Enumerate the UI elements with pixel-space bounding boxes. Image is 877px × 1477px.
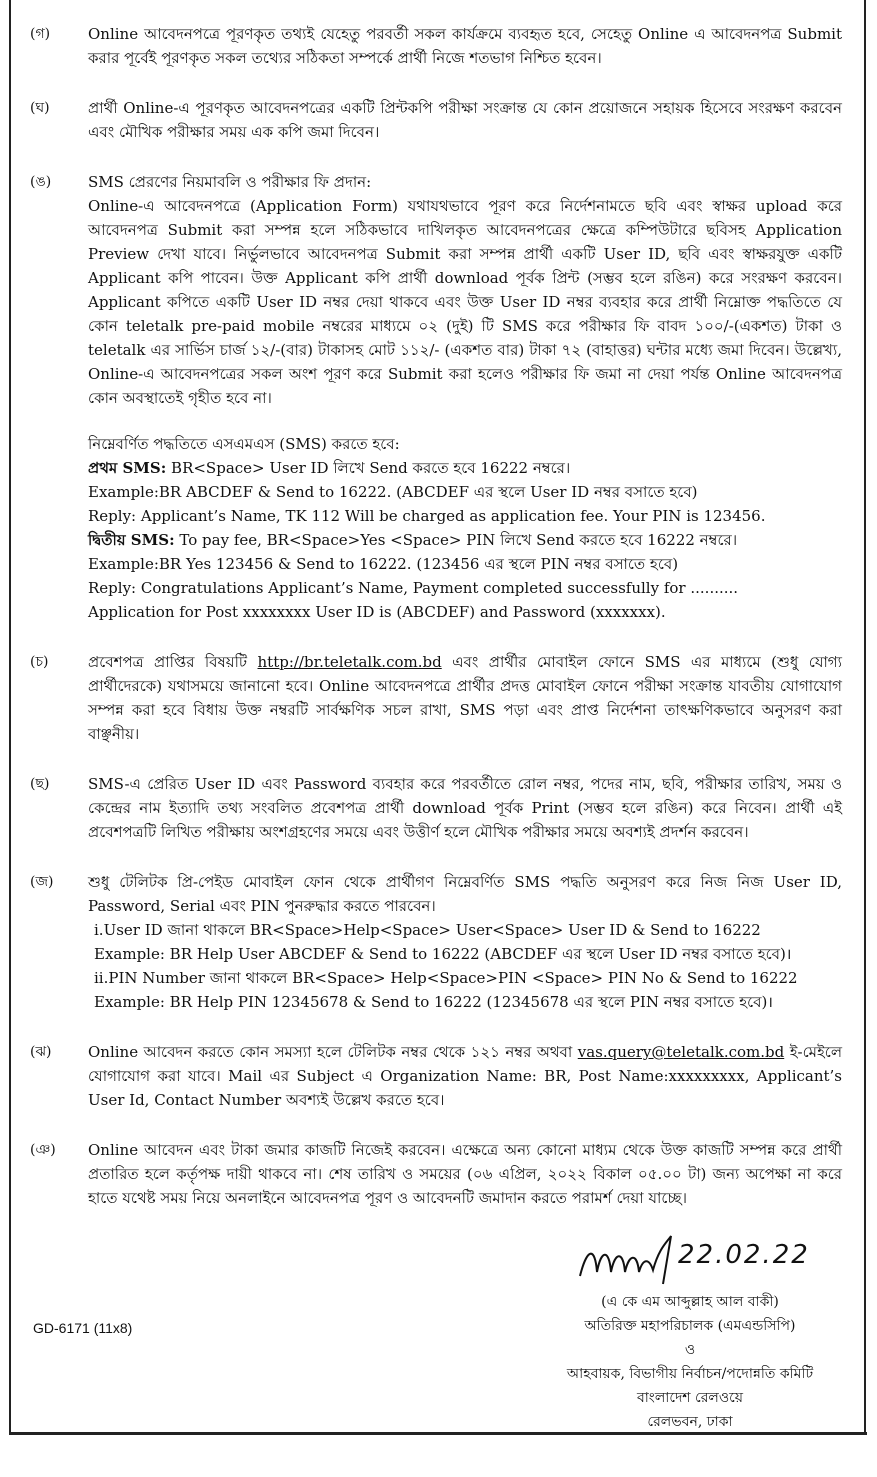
first-sms-line [88, 456, 842, 480]
signatory-org: বাংলাদেশ রেলওয়ে [636, 1390, 744, 1406]
clause-marker: (ঞ) [30, 1142, 56, 1158]
clause-text-before: Online আবেদন করতে কোন সমস্যা হলে টেলিটক নম্বর থেকে ১২১ নম্বর অথবা [88, 1043, 578, 1061]
clause-text-after: ই-মেইলে যোগাযোগ করা যাবে। Mail এর Subject এ Organization Name: BR, Post Name:xxxxxxxxx, Applicant’s User Id, Contact Number অবশ্যই উল্লেখ করতে হবে। [88, 1043, 842, 1109]
teletalk-link[interactable]: http://br.teletalk.com.bd [257, 653, 442, 671]
clause-marker: (জ) [30, 874, 54, 890]
clause-text [88, 650, 842, 746]
recovery-line-1: i.User ID জানা থাকলে BR<Space>Help<Space> User<Space> User ID & Send to 16222 [94, 921, 761, 939]
clause-marker: (চ) [30, 654, 49, 670]
clause-chha [20, 772, 842, 844]
clause-text: শুধু টেলিটক প্রি-পেইড মোবাইল ফোন থেকে প্রার্থীগণ নিম্নেবর্ণিত SMS পদ্ধতি অনুসরণ করে নিজ নিজ User ID, Password, Serial এবং PIN পুনরুদ্ধার করতে পারবেন। [88, 873, 842, 915]
signatory-committee: আহবায়ক, বিভাগীয় নির্বাচন/পদোন্নতি কমিটি [566, 1366, 814, 1382]
clause-marker: (ঘ) [30, 100, 50, 116]
second-sms-line [88, 528, 842, 552]
clause-ja [20, 870, 842, 1014]
clause-text: প্রার্থী Online-এ পূরণকৃত আবেদনপত্রের একটি প্রিন্টকপি পরীক্ষা সংক্রান্ত যে কোন প্রয়োজনে সহায়ক হিসেবে সংরক্ষণ করবেন এবং মৌখিক পরীক্ষার সময় এক কপি জমা দিবেন। [88, 99, 842, 141]
clause-text-after: এবং প্রার্থীর মোবাইল ফোনে SMS এর মাধ্যমে (শুধু যোগ্য প্রার্থীদেরকে) যথাসময়ে জানানো হবে। Online আবেদনপত্রে প্রার্থীর প্রদত্ত মোবাইল ফোনে পরীক্ষা সংক্রান্ত যাবতীয় যোগাযোগ সম্পন্ন করা হবে বিধায় উক্ত নম্বরটি সার্বক্ষণিক সচল রাখা, SMS পড়া এবং প্রাপ্ত নির্দেশনা তাৎক্ষণিকভাবে অনুসরণ করা বাঞ্ছনীয়। [88, 653, 842, 743]
signatory-name: (এ কে এম আব্দুল্লাহ আল বাকী) [601, 1294, 779, 1310]
clause-gha [20, 96, 842, 144]
clause-nya [20, 1138, 842, 1210]
clause-ga [20, 22, 842, 70]
clause-text: SMS-এ প্রেরিত User ID এবং Password ব্যবহার করে পরবর্তীতে রোল নম্বর, পদের নাম, ছবি, পরীক্ষার তারিখ, সময় ও কেন্দ্রের নাম ইত্যাদি তথ্য সংবলিত প্রবেশপত্র প্রার্থী download পূর্বক Print (সম্ভব হলে রঙিন) করে নিবেন। প্রার্থী এই প্রবেশপত্রটি লিখিত পরীক্ষায় অংশগ্রহণের সময়ে এবং উত্তীর্ণ হলে মৌখিক পরীক্ষার সময়ে অবশ্যই প্রদর্শন করবেন। [88, 775, 842, 841]
second-sms-example: Example:BR Yes 123456 & Send to 16222. (123456 এর স্থলে PIN নম্বর বসাতে হবে) [88, 555, 679, 573]
recovery-line-4: Example: BR Help PIN 12345678 & Send to 16222 (12345678 এর স্থলে PIN নম্বর বসাতে হবে)। [94, 993, 773, 1011]
clause-text [88, 1040, 842, 1112]
second-sms-label: দ্বিতীয় SMS: [88, 531, 175, 549]
sms-instructions [88, 432, 842, 624]
page-frame-left [9, 0, 11, 1432]
signatory-place: রেলভবন, ঢাকা [647, 1414, 733, 1430]
clause-text: Online আবেদনপত্রে পূরণকৃত তথ্যই যেহেতু পরবর্তী সকল কার্যক্রমে ব্যবহৃত হবে, সেহেতু Online এ আবেদনপত্র Submit করার পূর্বেই পূরণকৃত সকল তথ্যের সঠিকতা সম্পর্কে প্রার্থী নিজে শতভাগ নিশ্চিত হবেন। [88, 25, 842, 67]
clause-marker: (ছ) [30, 776, 50, 792]
first-sms-label: প্রথম SMS: [88, 459, 167, 477]
signature-date: 22.02.22 [678, 1240, 810, 1270]
clause-marker: (ঙ) [30, 174, 52, 190]
first-sms-example: Example:BR ABCDEF & Send to 16222. (ABCDEF এর স্থলে User ID নম্বর বসাতে হবে) [88, 483, 698, 501]
signatory-block [540, 1290, 840, 1434]
second-sms-reply: Reply: Congratulations Applicant’s Name, Payment completed successfully for .......... [88, 579, 739, 597]
second-sms-reply-cont: Application for Post xxxxxxxx User ID is (ABCDEF) and Password (xxxxxxx). [88, 603, 666, 621]
clause-marker: (গ) [30, 26, 51, 42]
notice-body [20, 22, 842, 1236]
clause-marker: (ঝ) [30, 1044, 52, 1060]
sms-intro: নিম্নেবর্ণিত পদ্ধতিতে এসএমএস (SMS) করতে হবে: [88, 435, 400, 453]
clause-heading: SMS প্রেরণের নিয়মাবলি ও পরীক্ষার ফি প্রদান: [88, 173, 372, 191]
clause-jha [20, 1040, 842, 1112]
clause-cha [20, 650, 842, 746]
clause-text: Online আবেদন এবং টাকা জমার কাজটি নিজেই করবেন। এক্ষেত্রে অন্য কোনো মাধ্যম থেকে উক্ত কাজটি সম্পন্ন করে প্রার্থী প্রতারিত হলে কর্তৃপক্ষ দায়ী থাকবে না। শেষ তারিখ ও সময়ের (০৬ এপ্রিল, ২০২২ বিকাল ০৫.০০ টা) জন্য অপেক্ষা না করে হাতে যথেষ্ট সময় নিয়ে অনলাইনে আবেদনপত্র পূরণ ও আবেদনটি জমাদান করতে পরামর্শ দেয়া যাচ্ছে। [88, 1141, 842, 1207]
page-frame-right [864, 0, 866, 1435]
second-sms-text: To pay fee, BR<Space>Yes <Space> PIN লিখে Send করতে হবে 16222 নম্বরে। [174, 531, 738, 549]
clause-text: Online-এ আবেদনপত্রে (Application Form) যথাযথভাবে পূরণ করে নির্দেশনামতে ছবি এবং স্বাক্ষর upload করে আবেদনপত্র Submit করা সম্পন্ন হলে সঠিকভাবে দাখিলকৃত আবেদনপত্রের ক্ষেত্রে কম্পিউটারে ছবিসহ Application Preview দেখা যাবে। নির্ভুলভাবে আবেদনপত্র Submit করা সম্পন্ন প্রার্থী একটি User ID, ছবি এবং স্বাক্ষরযুক্ত একটি Applicant কপি পাবেন। উক্ত Applicant কপি প্রার্থী download পূর্বক প্রিন্ট (সম্ভব হলে রঙিন) করে সংরক্ষণ করবেন। Applicant কপিতে একটি User ID নম্বর দেয়া থাকবে এবং উক্ত User ID নম্বর ব্যবহার করে প্রার্থী নিম্নোক্ত পদ্ধতিতে যে কোন teletalk pre-paid mobile নম্বরের মাধ্যমে ০২ (দুই) টি SMS করে পরীক্ষার ফি বাবদ ১০০/-(একশত) টাকা ও teletalk এর সার্ভিস চার্জ ১২/-(বার) টাকাসহ মোট ১১২/- (একশত বার) টাকা ৭২ (বাহাত্তর) ঘন্টার মধ্যে জমা দিবেন। উল্লেখ্য, Online-এ আবেদনপত্রের সকল অংশ পূরণ করে Submit করা হলেও পরীক্ষার ফি জমা না দেয়া পর্যন্ত Online আবেদনপত্র কোন অবস্থাতেই গৃহীত হবে না। [88, 197, 842, 407]
first-sms-reply: Reply: Applicant’s Name, TK 112 Will be charged as application fee. Your PIN is 123456. [88, 507, 766, 525]
recovery-line-3: ii.PIN Number জানা থাকলে BR<Space> Help<Space>PIN <Space> PIN No & Send to 16222 [94, 969, 798, 987]
signatory-and: ও [684, 1342, 696, 1358]
recovery-line-2: Example: BR Help User ABCDEF & Send to 16222 (ABCDEF এর স্থলে User ID নম্বর বসাতে হবে)। [94, 945, 792, 963]
signatory-designation: অতিরিক্ত মহাপরিচালক (এমএন্ডসিপি) [584, 1318, 796, 1334]
support-email-link[interactable]: vas.query@teletalk.com.bd [577, 1043, 785, 1061]
clause-text-before: প্রবেশপত্র প্রাপ্তির বিষয়টি [88, 653, 258, 671]
clause-umo [20, 170, 842, 624]
first-sms-text: BR<Space> User ID লিখে Send করতে হবে 16222 নম্বরে। [166, 459, 571, 477]
footer-code: GD-6171 (11x8) [33, 1320, 133, 1336]
